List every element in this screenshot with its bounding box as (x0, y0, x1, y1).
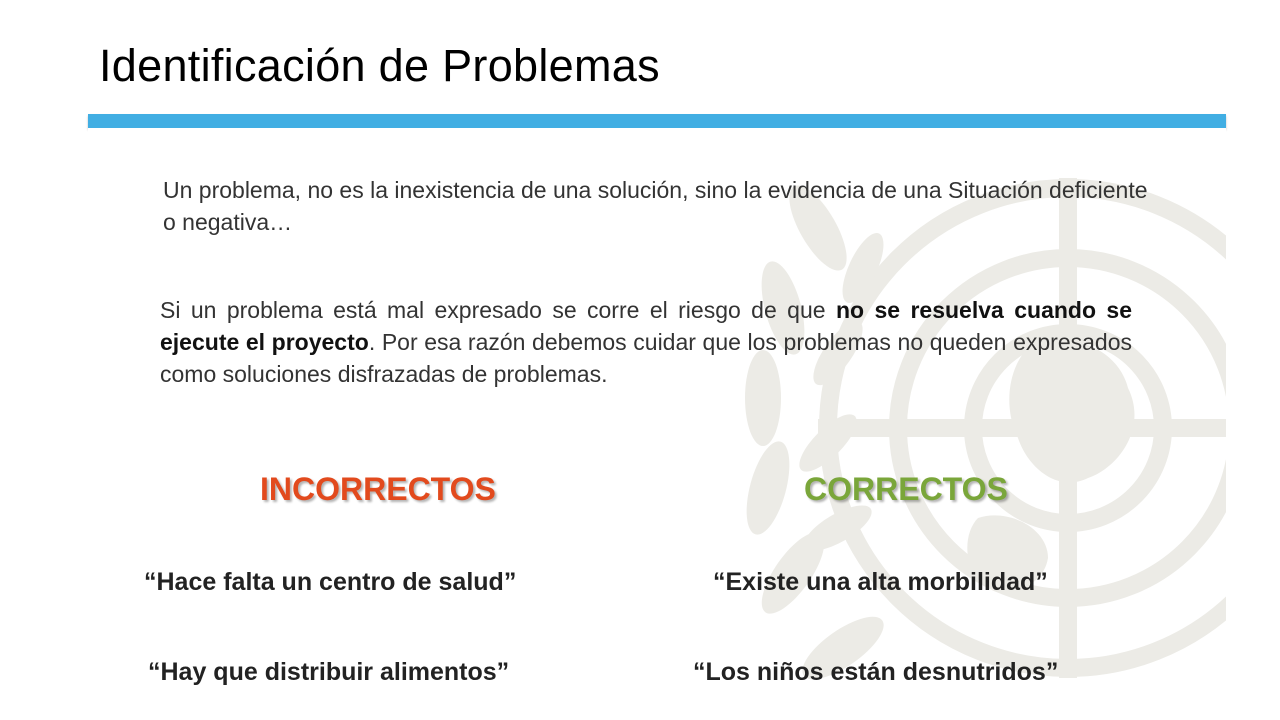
slide-title: Identificación de Problemas (99, 40, 660, 91)
correct-heading: CORRECTOS (804, 471, 1008, 507)
warning-text-part-1: Si un problema está mal expresado se corre el riesgo de que (160, 297, 836, 323)
incorrect-example: “Hay que distribuir alimentos” (148, 658, 510, 686)
incorrect-example: “Hace falta un centro de salud” (144, 568, 517, 596)
title-underline-bar (88, 114, 1226, 128)
content-image (88, 128, 1226, 720)
problem-warning-paragraph (160, 294, 1132, 390)
correct-example: “Los niños están desnutridos” (693, 658, 1059, 686)
warning-text-bold: no se resuelva cuando se ejecute el proyecto (160, 297, 1132, 355)
incorrect-heading: INCORRECTOS (260, 471, 496, 507)
correct-example: “Existe una alta morbilidad” (713, 568, 1048, 596)
warning-text-part-2: . Por esa razón debemos cuidar que los problemas no queden expresados como soluciones disfrazadas de problemas. (160, 329, 1132, 387)
problem-definition-paragraph: Un problema, no es la inexistencia de una solución, sino la evidencia de una Situación deficiente o negativa… (163, 177, 1148, 235)
